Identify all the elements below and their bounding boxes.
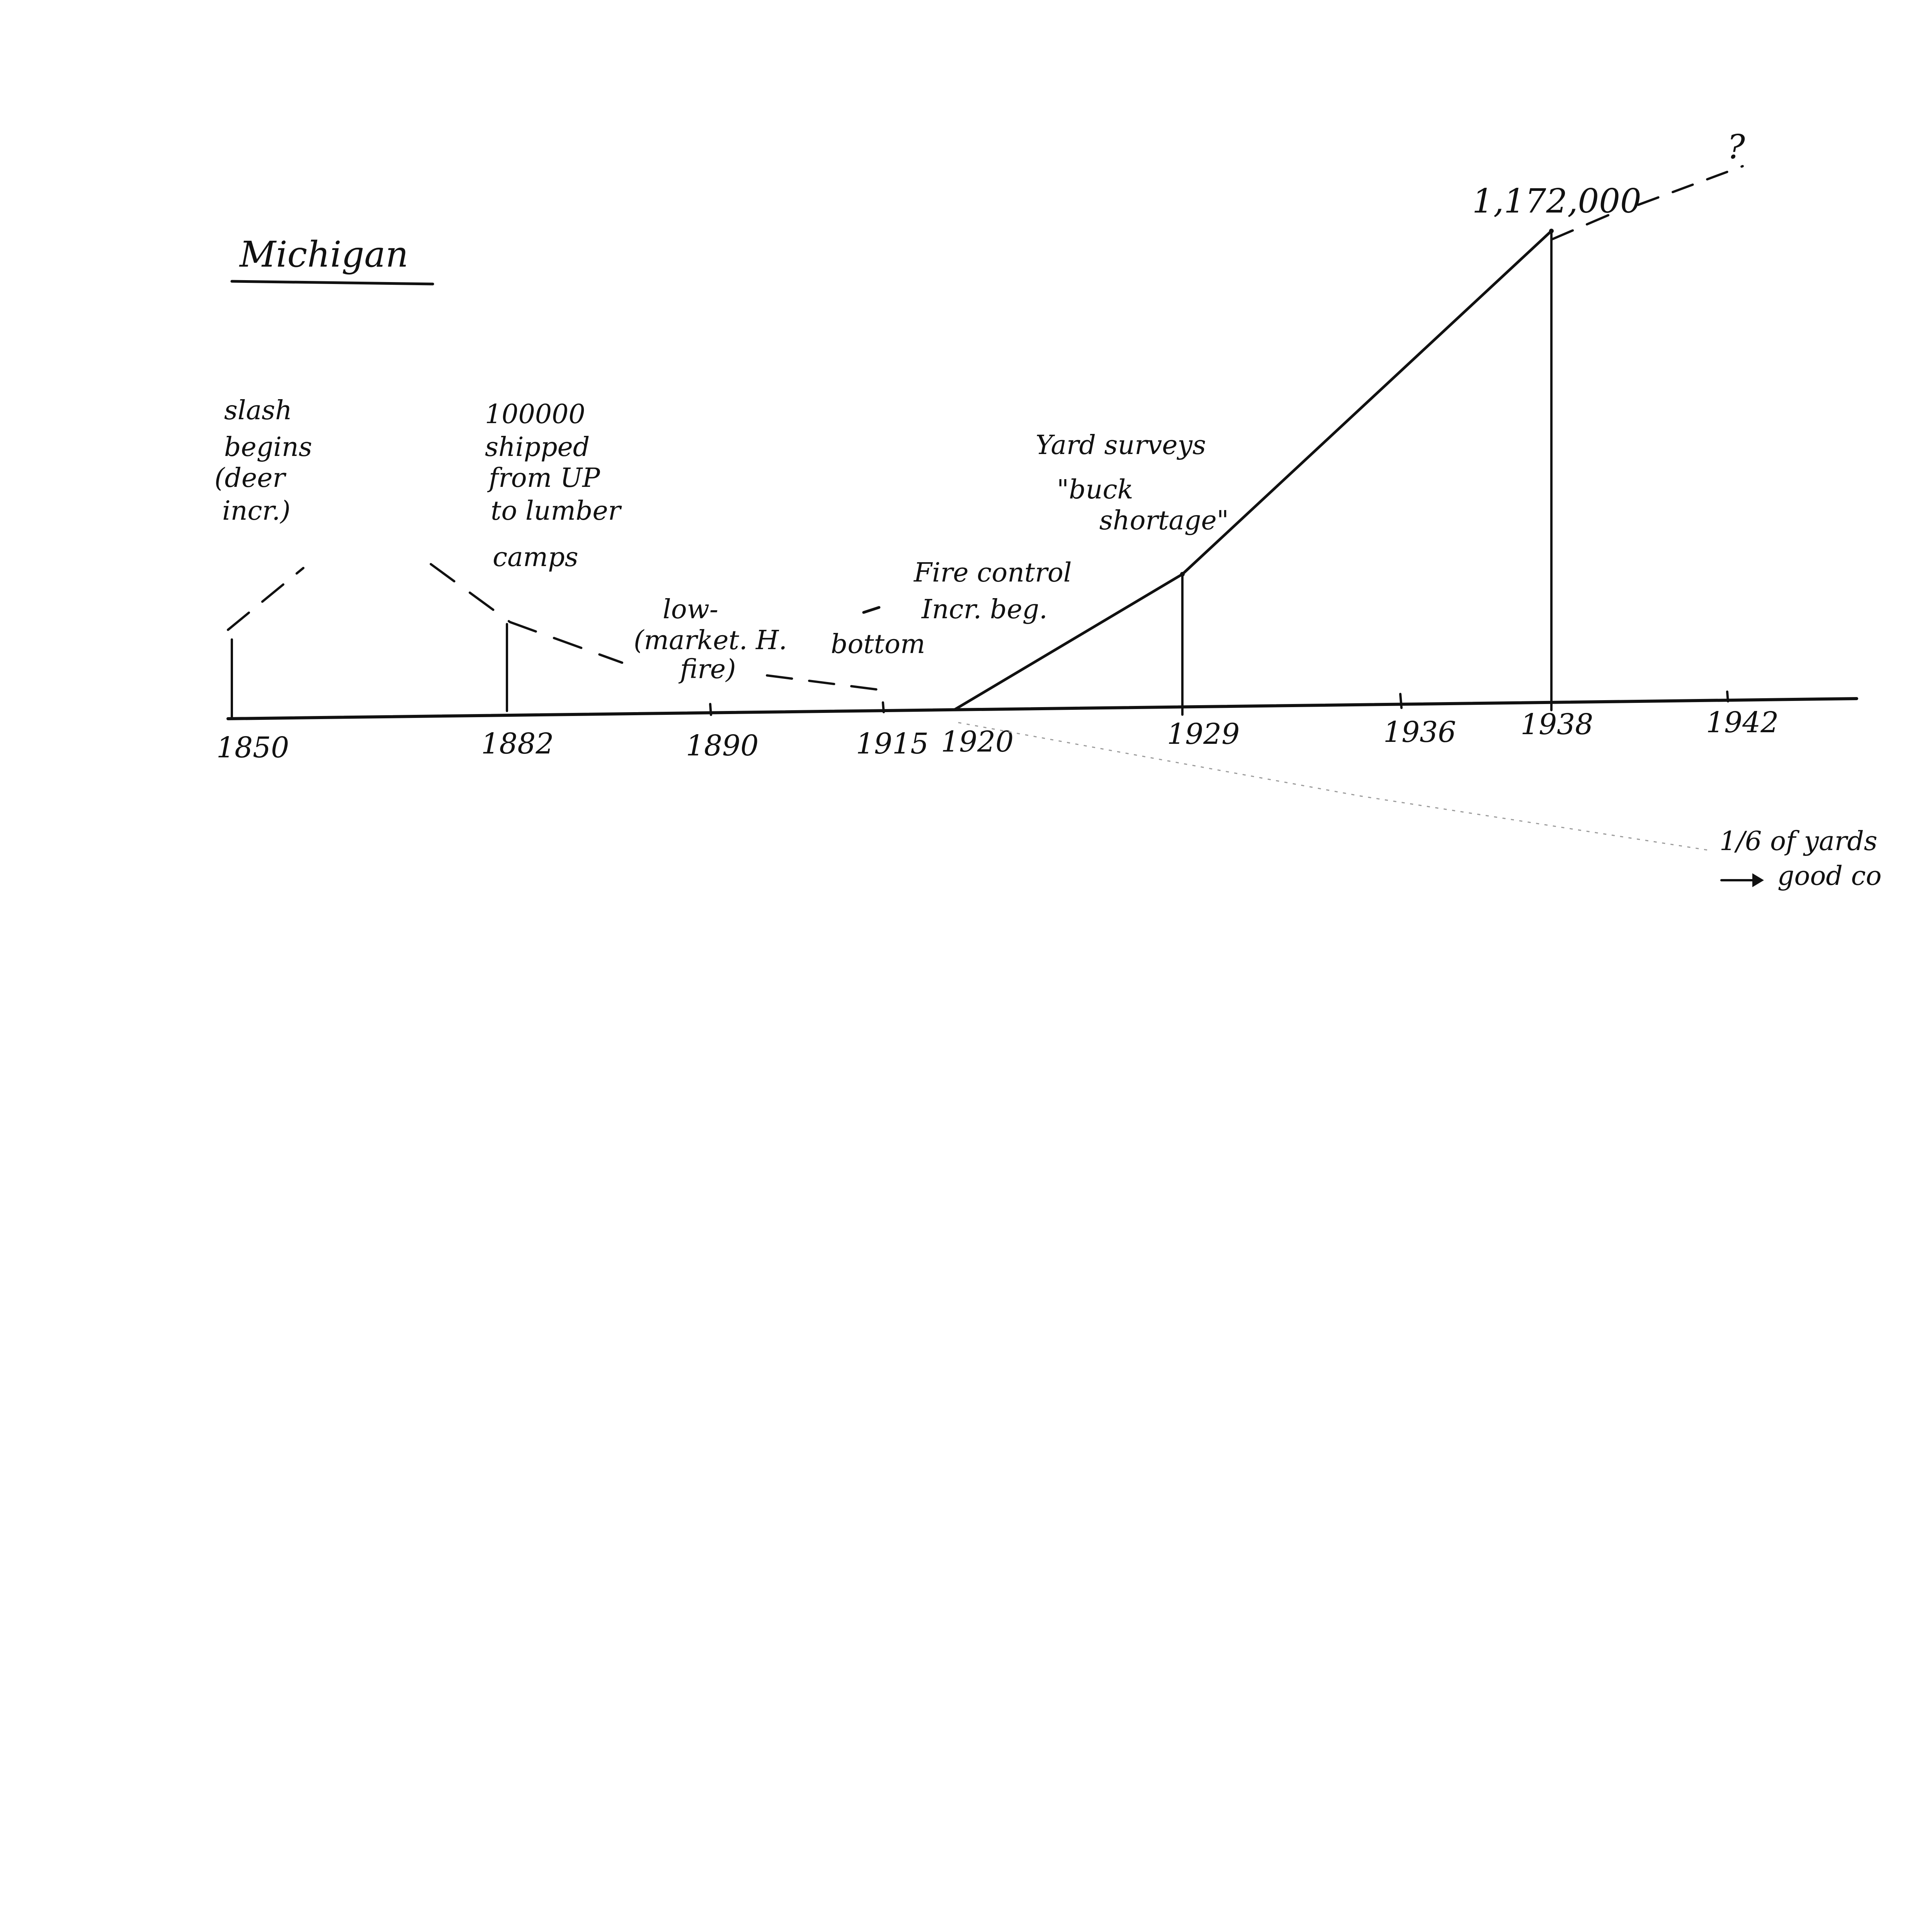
annotation-line: begins [224, 432, 312, 463]
x-tick [883, 702, 884, 712]
early-rise-dashes [228, 568, 303, 630]
annotation-line: (market. H. [634, 625, 787, 656]
low-dashes [767, 675, 885, 690]
x-tick [1400, 694, 1401, 708]
annotation-line: 1/6 of yards [1719, 826, 1878, 857]
x-tick-label: 1936 [1383, 716, 1456, 749]
projection-question-mark: ? [1727, 128, 1745, 167]
x-tick-label: 1882 [481, 727, 554, 760]
annotation-yard-surveys [1036, 430, 1206, 461]
x-axis-line [228, 699, 1857, 719]
annotation-low [634, 594, 796, 685]
annotation-line: incr.) [222, 496, 291, 526]
annotation-line: shortage" [1099, 505, 1229, 536]
x-tick-label: 1890 [686, 729, 759, 762]
x-tick-label: 1938 [1520, 708, 1594, 741]
annotation-shipped [485, 399, 629, 573]
annotation-line: slash [224, 395, 292, 426]
annotation-line: good co [1777, 861, 1882, 891]
annotation-line: "buck [1057, 474, 1133, 505]
x-tick [1727, 692, 1728, 701]
annotation-line: Yard surveys [1036, 430, 1206, 461]
annotation-line: Fire control [914, 558, 1072, 588]
annotation-line: camps [493, 542, 578, 573]
annotation-yards-note [1719, 826, 1886, 891]
annotation-line: shipped [485, 432, 590, 463]
x-tick-label: 1942 [1706, 706, 1779, 739]
annotation-line: Incr. beg. [922, 594, 1048, 625]
annotation-line: from UP [489, 463, 600, 493]
x-tick-label: 1915 [856, 727, 929, 760]
bottom-mark [864, 607, 879, 612]
yards-arrowhead [1752, 873, 1764, 887]
yards-leader-line [958, 723, 1708, 850]
title-underline [232, 281, 433, 284]
annotation-line: low- [663, 594, 718, 625]
chart-title: Michigan [240, 234, 408, 275]
annotation-buck-shortage [1057, 474, 1229, 536]
x-tick-label: 1850 [216, 731, 289, 764]
series-point [1549, 229, 1554, 233]
annotation-line: fire) [680, 654, 736, 685]
x-tick-label: 1929 [1167, 718, 1240, 751]
annotation-fire-control [913, 558, 1080, 625]
annotation-line: 100000 [485, 399, 585, 430]
peak-value-label: 1,172,000 [1472, 182, 1641, 221]
x-tick-label: 1920 [941, 725, 1014, 759]
annotation-bottom [831, 629, 925, 660]
peak-leader-dashes [1638, 166, 1743, 205]
annotation-line: (deer [214, 463, 286, 493]
annotation-line: to lumber [491, 496, 621, 526]
annotation-line: bottom [831, 629, 925, 660]
series-marks [1180, 229, 1554, 715]
decline-dashes [431, 564, 622, 663]
x-tick [710, 704, 711, 715]
annotation-slash [214, 395, 320, 526]
series-point [1180, 572, 1185, 577]
series-line [954, 231, 1551, 710]
